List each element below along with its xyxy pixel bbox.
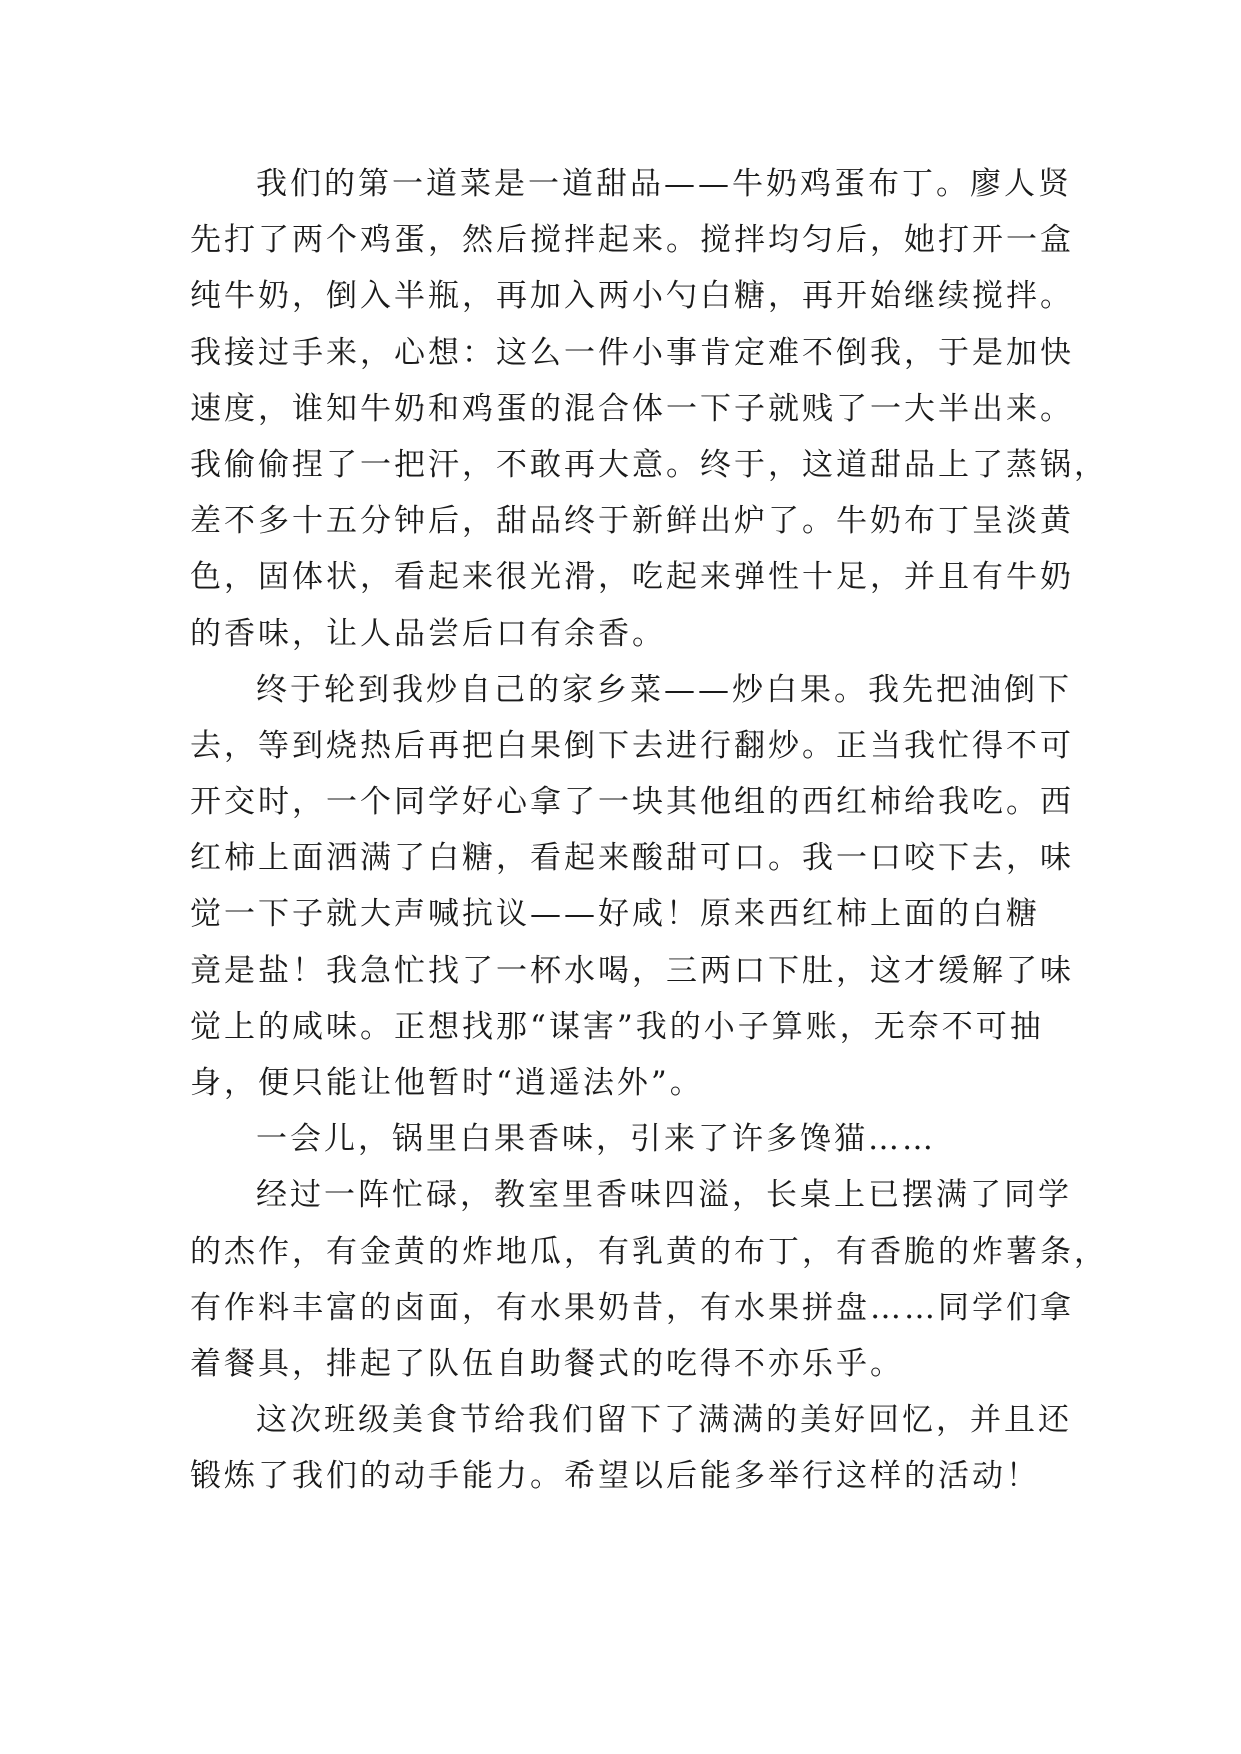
paragraph-line: 纯牛奶，倒入半瓶，再加入两小勺白糖，再开始继续搅拌。	[190, 278, 1074, 315]
paragraph-line: 色，固体状，看起来很光滑，吃起来弹性十足，并且有牛奶	[190, 559, 1074, 596]
paragraph-1	[190, 156, 1108, 662]
paragraph-line: 速度，谁知牛奶和鸡蛋的混合体一下子就贱了一大半出来。	[190, 390, 1074, 427]
paragraph-line: 的香味，让人品尝后口有余香。	[190, 615, 666, 652]
paragraph-line: 差不多十五分钟后，甜品终于新鲜出炉了。牛奶布丁呈淡黄	[190, 503, 1074, 540]
paragraph-line: 竟是盐！我急忙找了一杯水喝，三两口下肚，这才缓解了味	[190, 952, 1074, 989]
paragraph-line: 红柿上面洒满了白糖，看起来酸甜可口。我一口咬下去，味	[190, 840, 1074, 877]
paragraph-line: 我偷偷捏了一把汗，不敢再大意。终于，这道甜品上了蒸锅，	[190, 446, 1108, 483]
paragraph-line: 开交时，一个同学好心拿了一块其他组的西红柿给我吃。西	[190, 784, 1074, 821]
paragraph-line: 去，等到烧热后再把白果倒下去进行翻炒。正当我忙得不可	[190, 727, 1074, 764]
paragraph-line: 我们的第一道菜是一道甜品——牛奶鸡蛋布丁。廖人贤	[256, 166, 1072, 202]
paragraph-line: 我接过手来，心想：这么一件小事肯定难不倒我，于是加快	[190, 334, 1074, 371]
paragraph-line: 经过一阵忙碌，教室里香味四溢，长桌上已摆满了同学	[256, 1177, 1072, 1214]
paragraph-line: 有作料丰富的卤面，有水果奶昔，有水果拼盘……同学们拿	[190, 1289, 1074, 1326]
paragraph-2	[190, 662, 1074, 1112]
paragraph-line: 锻炼了我们的动手能力。希望以后能多举行这样的活动！	[190, 1458, 1040, 1495]
paragraph-line: 觉一下子就大声喊抗议——好咸！原来西红柿上面的白糖	[190, 896, 1040, 933]
paragraph-line: 先打了两个鸡蛋，然后搅拌起来。搅拌均匀后，她打开一盒	[190, 222, 1074, 259]
paragraph-line: 一会儿，锅里白果香味，引来了许多馋猫……	[256, 1121, 936, 1158]
paragraph-line: 的杰作，有金黄的炸地瓜，有乳黄的布丁，有香脆的炸薯条，	[190, 1233, 1108, 1270]
paragraph-line: 着餐具，排起了队伍自助餐式的吃得不亦乐乎。	[190, 1345, 904, 1382]
paragraph-4	[190, 1167, 1108, 1392]
paragraph-line: 终于轮到我炒自己的家乡菜——炒白果。我先把油倒下	[256, 671, 1072, 708]
paragraph-5	[190, 1392, 1072, 1504]
paragraph-line: 身，便只能让他暂时“逍遥法外”。	[190, 1065, 704, 1101]
paragraph-line: 觉上的咸味。正想找那“谋害”我的小子算账，无奈不可抽	[190, 1008, 1044, 1045]
paragraph-line: 这次班级美食节给我们留下了满满的美好回忆，并且还	[256, 1402, 1072, 1439]
document-body	[190, 156, 1108, 1505]
paragraph-3	[190, 1111, 1060, 1167]
